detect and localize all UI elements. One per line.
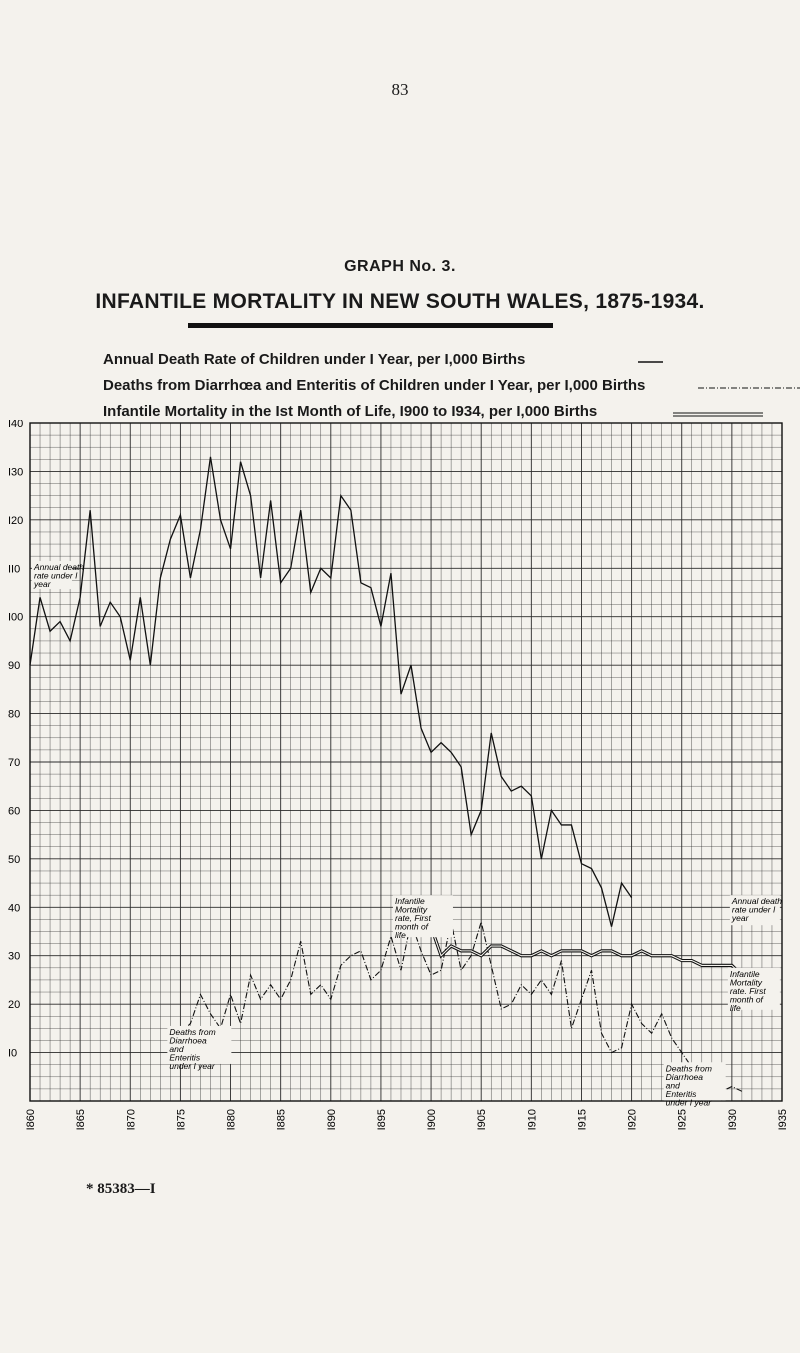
x-tick-label: I900 [426, 1109, 439, 1131]
annotation-line: year [34, 579, 51, 590]
y-tick-label: I00 [8, 611, 24, 624]
x-tick-label: I895 [375, 1109, 388, 1131]
legend-line-solid [103, 351, 783, 373]
annotation-line: rate. First [729, 985, 766, 996]
y-tick-label: I30 [8, 466, 24, 479]
title-underline [188, 323, 553, 328]
annotation-line: Deaths from [665, 1063, 712, 1074]
line-chart [0, 420, 800, 1140]
annotation-line: under I year [665, 1097, 712, 1108]
annotation-line: rate under I [731, 904, 776, 915]
y-tick-label: 20 [8, 999, 21, 1012]
legend-label: Annual Death Rate of Children under I Year, per I,000 Births [103, 351, 526, 368]
y-tick-label: I0 [8, 1047, 18, 1060]
x-tick-label: I910 [526, 1109, 539, 1131]
annotation-line: Infantile [394, 896, 425, 907]
y-tick-label: 50 [8, 853, 21, 866]
x-tick-label: I915 [576, 1109, 589, 1131]
annotation-line: Mortality [729, 977, 762, 988]
x-tick-label: I880 [225, 1109, 238, 1131]
annotation-line: Enteritis [665, 1088, 697, 1099]
annotation-line: Infantile [729, 968, 760, 979]
annotation-line: life [394, 930, 406, 941]
annotation-line: Diarrhoea [169, 1035, 207, 1046]
x-tick-label: I905 [476, 1109, 489, 1131]
annotation-line: Enteritis [169, 1052, 201, 1063]
annotation-line: rate under I [34, 570, 78, 581]
annotation-line: Diarrhoea [665, 1071, 704, 1082]
legend-label: Deaths from Diarrhœa and Enteritis of Children under I Year, per I,000 Births [103, 377, 646, 394]
legend-entry-death-rate [103, 351, 783, 373]
annotation-line: under I year [169, 1060, 215, 1071]
x-tick-label: I925 [676, 1109, 689, 1131]
x-tick-label: I920 [626, 1109, 639, 1131]
y-tick-label: I40 [8, 420, 24, 430]
y-tick-label: 90 [8, 660, 21, 673]
legend-entry-diarrhoea [103, 377, 783, 399]
y-tick-label: 60 [8, 805, 21, 818]
annotation-line: Annual death [34, 562, 85, 573]
legend-line-dashdot [103, 377, 800, 399]
y-tick-label: 30 [8, 950, 21, 963]
x-tick-label: I935 [777, 1109, 789, 1131]
annotation-line: life [729, 1002, 741, 1013]
page-number: 83 [391, 80, 409, 99]
x-tick-label: I890 [325, 1109, 338, 1131]
annotation-line: rate, First [394, 913, 431, 924]
x-tick-label: I865 [75, 1109, 88, 1131]
x-tick-label: I870 [125, 1109, 138, 1131]
annotation-line: month of [394, 921, 429, 932]
x-tick-label: I930 [726, 1109, 739, 1131]
annotation-line: and [169, 1043, 184, 1054]
annotation-line: Deaths from [169, 1026, 216, 1037]
graph-number: GRAPH No. 3. [344, 258, 456, 275]
y-tick-label: 80 [8, 708, 21, 721]
legend-label: Infantile Mortality in the Ist Month of Life, I900 to I934, per I,000 Births [103, 403, 598, 420]
annotation-line: Annual death [731, 896, 782, 907]
annotation-line: and [665, 1080, 680, 1091]
x-tick-label: I875 [175, 1109, 188, 1131]
footnote: * 85383—I [86, 1181, 156, 1197]
y-tick-label: I20 [8, 514, 24, 527]
y-tick-label: 40 [8, 902, 21, 915]
x-tick-label: I860 [25, 1109, 37, 1131]
chart-title: INFANTILE MORTALITY IN NEW SOUTH WALES, 1875-1934. [95, 290, 705, 313]
y-tick-label: II0 [8, 563, 21, 576]
annotation-line: year [731, 913, 749, 924]
annotation-line: Mortality [394, 904, 428, 915]
y-tick-label: 70 [8, 757, 21, 769]
annotation-line: month of [729, 994, 763, 1005]
x-tick-label: I885 [275, 1109, 288, 1131]
